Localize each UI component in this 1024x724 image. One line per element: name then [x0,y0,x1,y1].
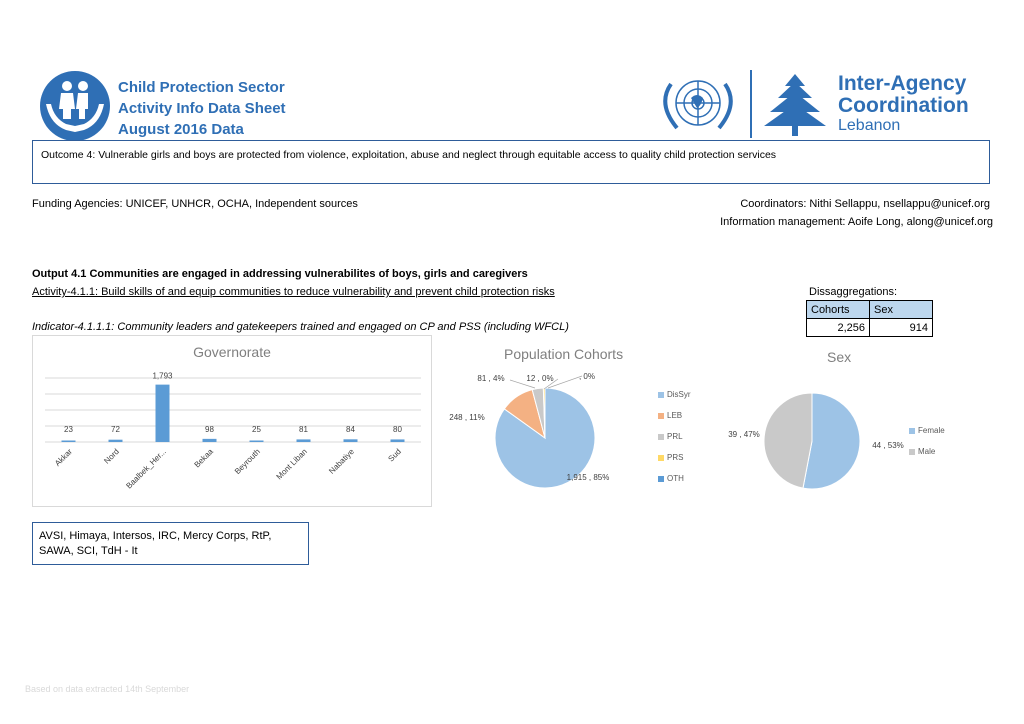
output-heading: Output 4.1 Communities are engaged in addressing vulnerabilites of boys, girls and caregivers [32,268,528,280]
footer-note: Based on data extracted 14th September [25,684,190,694]
population-cohorts-pie [440,362,655,522]
bar-value-label: 81 [299,425,308,434]
legend-swatch [909,428,915,434]
partners-box [32,522,309,565]
wordmark-line-1: Inter-Agency [838,72,967,95]
category-label: Bekaa [192,447,215,470]
divider-line [750,70,752,138]
legend-item-male [909,441,945,462]
legend-label: OTH [667,474,684,483]
pie-slice-male [764,393,812,488]
pie-slice-label: , 0% [578,372,596,381]
child-protection-logo [38,70,112,142]
legend-swatch [658,413,664,419]
sex-header: Sex [870,301,933,319]
legend-label: PRL [667,432,683,441]
category-label: Beyrouth [232,447,262,477]
child-protection-logo-icon [38,70,112,142]
title-line-2: Activity Info Data Sheet [118,100,286,117]
information-management: Information management: Aoife Long, along@unicef.org [720,216,993,228]
legend-label: Female [918,426,945,435]
category-label: Akkar [53,447,74,468]
un-emblem-icon [655,72,741,138]
legend-label: LEB [667,411,683,420]
bar-value-label: 98 [205,425,214,434]
governorate-chart [32,335,432,507]
cedar-logo [760,72,830,138]
legend-swatch [658,434,664,440]
bar-nord [109,440,123,442]
category-label: Nabatiye [327,447,356,476]
sex-legend [909,420,945,462]
legend-swatch [658,476,664,482]
sex-pie [720,380,904,500]
population-cohorts-title: Population Cohorts [504,346,624,362]
outcome-text: Outcome 4: Vulnerable girls and boys are protected from violence, exploitation, abuse and neglect through equitable access to quality child protection services [41,149,777,161]
bar-beyrouth [250,441,264,443]
outcome-box [32,140,990,184]
bar-baalbek-her- [156,385,170,442]
partners-text: AVSI, Himaya, Intersos, IRC, Mercy Corps, RtP, SAWA, SCI, TdH - It [39,530,272,557]
legend-item-prs [658,447,691,468]
pie-slice-label: 81 , 4% [477,374,505,383]
legend-item-female [909,420,945,441]
sex-chart-title: Sex [827,349,852,365]
bar-value-label: 25 [252,425,261,434]
pie-slice-label: 39 , 47% [728,430,760,439]
legend-label: PRS [667,453,684,462]
wordmark-line-2: Coordination [838,94,969,117]
sex-value: 914 [870,319,933,337]
bar-nabatiye [344,439,358,442]
bar-bekaa [203,439,217,442]
legend-item-prl [658,426,691,447]
pie-slice-label: 12 , 0% [526,374,554,383]
category-label: Sud [386,447,403,464]
disaggregations-label: Dissaggregations: [809,286,898,298]
cohorts-value: 2,256 [807,319,870,337]
category-label: Nord [102,447,121,466]
category-label: Baalbek_Her... [124,447,168,491]
legend-swatch [658,455,664,461]
governorate-chart-title: Governorate [193,344,271,360]
title-line-3: August 2016 Data [118,121,244,138]
legend-swatch [658,392,664,398]
coordinators: Coordinators: Nithi Sellappu, nsellappu@unicef.org [740,198,990,210]
bar-sud [391,439,405,442]
population-cohorts-legend [658,384,691,489]
governorate-bar-svg [33,336,433,508]
title-line-1: Child Protection Sector [118,79,285,96]
cedar-tree-icon [760,72,830,138]
bar-akkar [62,441,76,443]
inter-agency-wordmark [838,73,969,135]
legend-item-leb [658,405,691,426]
bar-value-label: 1,793 [152,371,173,381]
funding-agencies: Funding Agencies: UNICEF, UNHCR, OCHA, Independent sources [32,198,358,210]
sheet-title [118,77,286,140]
category-label: Mont Liban [274,447,309,482]
bar-mont-liban [297,439,311,442]
bar-value-label: 23 [64,425,73,434]
disaggregations-table [806,300,933,337]
wordmark-line-3: Lebanon [838,117,901,134]
pie-slice-label: 44 , 53% [872,441,904,450]
pie-slice-label: 248 , 11% [449,413,485,422]
indicator-text: Indicator-4.1.1.1: Community leaders and gatekeepers trained and engaged on CP and PSS (including WFCL) [32,321,569,333]
cohorts-header: Cohorts [807,301,870,319]
legend-label: Male [918,447,936,456]
legend-swatch [909,449,915,455]
bar-value-label: 80 [393,425,402,434]
legend-item-dissyr [658,384,691,405]
legend-item-oth [658,468,691,489]
legend-label: DisSyr [667,390,691,399]
un-emblem [655,72,741,138]
activity-text: Activity-4.1.1: Build skills of and equip communities to reduce vulnerability and prevent child protection risks [32,286,555,298]
bar-value-label: 84 [346,425,355,434]
bar-value-label: 72 [111,425,120,434]
pie-slice-label: 1,915 , 85% [566,473,610,482]
